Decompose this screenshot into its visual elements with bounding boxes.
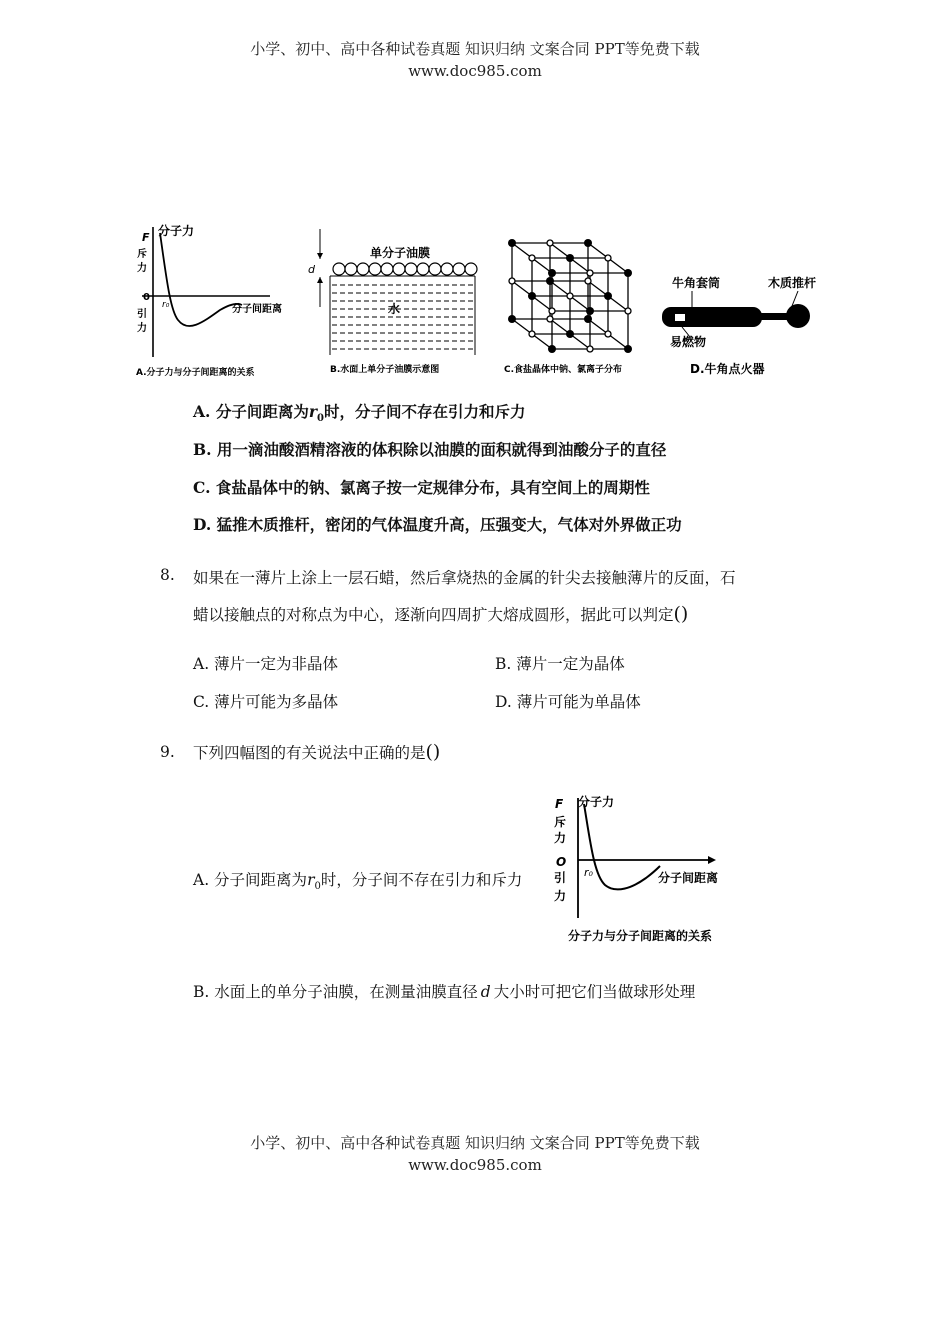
- q9-stem: [193, 741, 440, 763]
- fig-a-repulsion-2: 力: [137, 263, 147, 274]
- q8-option-d: D. 薄片可能为单晶体: [495, 693, 641, 711]
- q7-option-d: D. 猛推木质推杆，密闭的气体温度升高，压强变大，气体对外界做正功: [193, 515, 682, 534]
- q9-fig-origin: O: [556, 855, 567, 869]
- fig-b-oil-film: [308, 229, 477, 375]
- fig-b-water-label: 水: [388, 302, 401, 316]
- q9-fig-title: 分子力: [578, 795, 615, 809]
- q7-option-b: B. 用一滴油酸酒精溶液的体积除以油膜的面积就得到油酸分子的直径: [193, 440, 667, 459]
- header-line1: 小学、初中、高中各种试卷真题 知识归纳 文案合同 PPT等免费下载: [250, 40, 700, 58]
- fig-b-film-label: 单分子油膜: [370, 246, 431, 260]
- q8-line2-text: 蜡以接触点的对称点为中心，逐渐向四周扩大熔成圆形，据此可以判定: [193, 606, 674, 624]
- q9-a-sub: 0: [314, 881, 321, 893]
- q7-option-c: C. 食盐晶体中的钠、氯离子按一定规律分布，具有空间上的周期性: [193, 478, 650, 497]
- q8-option-a: A. 薄片一定为非晶体: [193, 655, 339, 673]
- q9-paren: (): [425, 741, 441, 763]
- q9-fig-x-label: 分子间距离: [658, 871, 719, 885]
- fig-c-salt-lattice: [504, 239, 632, 375]
- fig-b-d-label: d: [308, 263, 315, 276]
- q7-option-a: [193, 400, 525, 424]
- fig-d-fuel-label: 易燃物: [670, 335, 707, 349]
- q7-a-pre: A. 分子间距离为: [193, 402, 309, 421]
- page-header: [0, 38, 950, 82]
- page-footer: [0, 1132, 950, 1176]
- q9-fig-repulsion-1: 斥: [554, 815, 567, 829]
- footer-line1: 小学、初中、高中各种试卷真题 知识归纳 文案合同 PPT等免费下载: [250, 1134, 700, 1152]
- fig-a-force-graph: [136, 223, 282, 378]
- q9-b-post: 大小时可把它们当做球形处理: [493, 983, 696, 1001]
- q9-a-pre: A. 分子间距离为: [193, 871, 308, 889]
- fig-a-r0: r₀: [162, 300, 170, 310]
- figure-strip: [130, 215, 830, 385]
- q9-b-pre: B. 水面上的单分子油膜，在测量油膜直径: [193, 983, 478, 1001]
- q9-fig-axis-f: F: [555, 797, 564, 811]
- footer-url: www.doc985.com: [408, 1156, 542, 1174]
- fig-a-attraction-2: 力: [137, 323, 147, 334]
- fig-a-attraction-1: 引: [137, 309, 147, 320]
- q9-figure-force-graph: [550, 790, 750, 950]
- q8-number: 8.: [160, 566, 175, 584]
- q9-b-var: d: [480, 983, 491, 1001]
- q8-option-b: B. 薄片一定为晶体: [495, 655, 625, 673]
- q7-a-post: 时，分子间不存在引力和斥力: [323, 402, 526, 421]
- q8-paren: (): [673, 603, 689, 625]
- q9-fig-caption: 分子力与分子间距离的关系: [568, 929, 713, 943]
- q9-number: 9.: [160, 743, 175, 761]
- fig-d-sleeve-label: 牛角套筒: [672, 276, 721, 290]
- fig-a-title: 分子力: [158, 224, 195, 238]
- fig-d-caption: D.牛角点火器: [690, 362, 765, 376]
- fig-d-fire-piston: [662, 275, 816, 376]
- q9-fig-r0: r₀: [584, 866, 593, 879]
- fig-a-repulsion-1: 斥: [137, 249, 147, 260]
- q9-a-post: 时，分子间不存在引力和斥力: [320, 871, 523, 889]
- q9-option-b: [193, 980, 695, 1002]
- q8-stem-line1: 如果在一薄片上涂上一层石蜡，然后拿烧热的金属的针尖去接触薄片的反面，石: [193, 569, 736, 587]
- q9-fig-attraction-1: 引: [554, 871, 567, 885]
- fig-a-x-label: 分子间距离: [232, 304, 282, 315]
- q7-a-var: r: [308, 402, 317, 421]
- q9-a-var: r: [307, 871, 315, 889]
- q9-fig-attraction-2: 力: [554, 889, 567, 903]
- fig-b-caption: B.水面上单分子油膜示意图: [330, 365, 440, 375]
- q9-option-a: [193, 868, 522, 892]
- header-url: www.doc985.com: [408, 62, 542, 80]
- fig-a-origin: 0: [143, 292, 150, 303]
- fig-a-caption: A.分子力与分子间距离的关系: [136, 368, 255, 378]
- fig-c-caption: C.食盐晶体中钠、氯离子分布: [504, 365, 623, 375]
- fig-a-axis-f: F: [142, 231, 150, 244]
- q8-stem-line2: [193, 603, 688, 625]
- q9-stem-text: 下列四幅图的有关说法中正确的是: [193, 744, 426, 762]
- q8-option-c: C. 薄片可能为多晶体: [193, 693, 339, 711]
- fig-b-water: [332, 285, 473, 349]
- fig-d-rod-label: 木质推杆: [768, 276, 817, 290]
- fig-b-molecules: [333, 263, 477, 275]
- q7-a-sub: 0: [317, 413, 324, 425]
- q9-fig-repulsion-2: 力: [554, 831, 567, 845]
